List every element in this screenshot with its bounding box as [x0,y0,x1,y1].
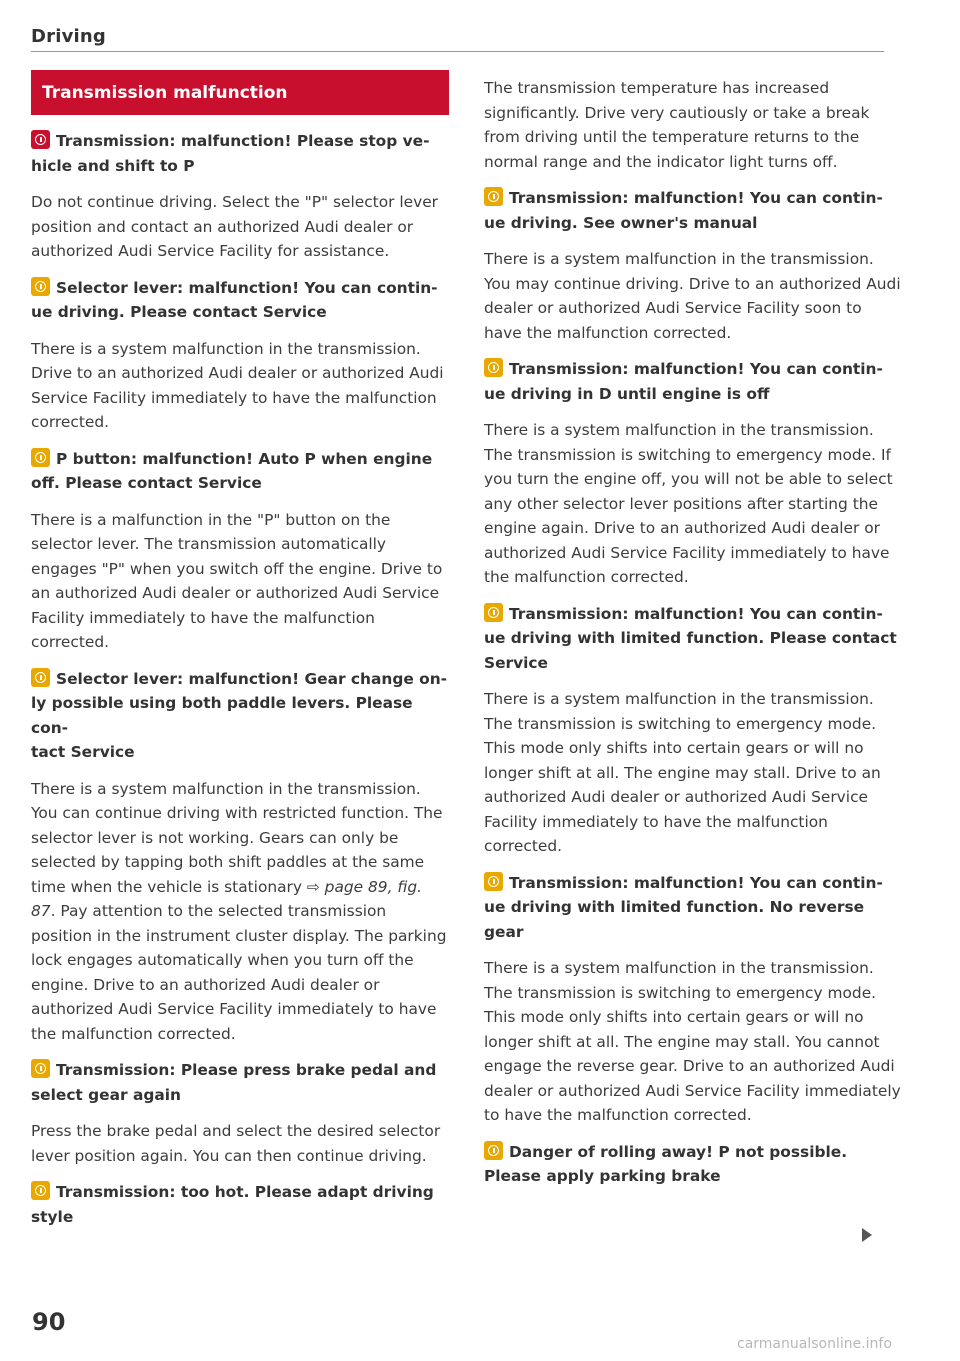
message-heading: Transmission: too hot. Please adapt driving style [31,1183,434,1226]
right-column [484,76,902,1201]
yellow-warning-icon [484,358,503,377]
message-body: Do not continue driving. Select the "P" selector lever position and contact an authorized Audi dealer or authorized Audi Service Facility for assistance. [31,193,439,260]
message-heading: P button: malfunction! Auto P when engine off. Please contact Service [31,449,433,492]
message-heading: Transmission: malfunction! You can contin- ue driving in D until engine is off [484,360,883,403]
message-heading: Danger of rolling away! P not possible. Please apply parking brake [484,1142,848,1185]
page-number: 90 [32,1308,66,1336]
red-warning-icon [31,130,50,149]
yellow-warning-icon [484,187,503,206]
message-body: There is a malfunction in the "P" button on the selector lever. The transmission automatically engages "P" when you switch off the engine. Drive to an authorized Audi dealer or authorized Audi Service Facility immediately to have the malfunction corrected. [31,510,443,651]
yellow-warning-icon [484,872,503,891]
message-body: There is a system malfunction in the transmission. The transmission is switching to emergency mode. If you turn the engine off, you will not be able to select any other selector lever positions after starting the engine again. Drive to an authorized Audi dealer or authorized Audi Service Facility immediately to have the malfunction corrected. [484,421,893,586]
banner-title: Transmission malfunction [42,82,288,103]
yellow-warning-icon [31,1059,50,1078]
yellow-warning-icon [31,668,50,687]
message-body: Press the brake pedal and select the desired selector lever position again. You can then continue driving. [31,1122,441,1165]
message-body: There is a system malfunction in the transmission. You can continue driving with restricted function. The selector lever is not working. Gears can only be selected by tapping both shift paddles at the same time when the vehicle is stationary ⇨ page 89, fig. 87. Pay attention to the selected transmission position in the instrument cluster display. The parking lock engages automatically when you turn off the engine. Drive to an authorized Audi dealer or authorized Audi Service Facility immediately to have the malfunction corrected. [31,779,447,1043]
left-column [31,70,449,1241]
yellow-warning-icon [484,1141,503,1160]
section-banner [31,70,449,115]
message-body: There is a system malfunction in the transmission. You may continue driving. Drive to an authorized Audi dealer or authorized Audi Service Facility soon to have the malfunction corrected. [484,250,901,342]
message-body: There is a system malfunction in the transmission. The transmission is switching to emergency mode. This mode only shifts into certain gears or will no longer shift at all. The engine may stall. You cannot engage the reverse gear. Drive to an authorized Audi dealer or authorized Audi Service Facility immediately to have the malfunction corrected. [484,959,901,1124]
message-body: There is a system malfunction in the transmission. Drive to an authorized Audi dealer or authorized Audi Service Facility immediately to have the malfunction corrected. [31,339,444,431]
page-reference-link: ⇨ page 89, fig. 87 [31,877,422,920]
message-heading: Selector lever: malfunction! You can contin- ue driving. Please contact Service [31,278,438,321]
message-heading: Transmission: malfunction! You can contin- ue driving with limited function. Please contact Service [484,604,897,672]
yellow-warning-icon [31,277,50,296]
message-body: The transmission temperature has increased significantly. Drive very cautiously or take a break from driving until the temperature returns to the normal range and the indicator light turns off. [484,79,870,171]
message-heading: Transmission: malfunction! You can contin- ue driving with limited function. No reverse gear [484,873,883,941]
message-heading: Transmission: Please press brake pedal and select gear again [31,1061,437,1104]
message-heading: Transmission: malfunction! You can contin- ue driving. See owner's manual [484,189,883,232]
yellow-warning-icon [484,603,503,622]
section-header: Driving [31,26,106,47]
message-heading: Selector lever: malfunction! Gear change on- ly possible using both paddle levers. Please con- tact Service [31,669,448,761]
message-heading: Transmission: malfunction! Please stop ve- hicle and shift to P [31,132,430,175]
watermark: carmanualsonline.info [737,1336,892,1352]
yellow-warning-icon [31,1181,50,1200]
yellow-warning-icon [31,448,50,467]
message-body: There is a system malfunction in the transmission. The transmission is switching to emergency mode. This mode only shifts into certain gears or will no longer shift at all. The engine may stall. Drive to an authorized Audi dealer or authorized Audi Service Facility immediately to have the malfunction corrected. [484,690,881,855]
continue-arrow-icon [862,1228,872,1242]
header-divider [31,51,884,52]
